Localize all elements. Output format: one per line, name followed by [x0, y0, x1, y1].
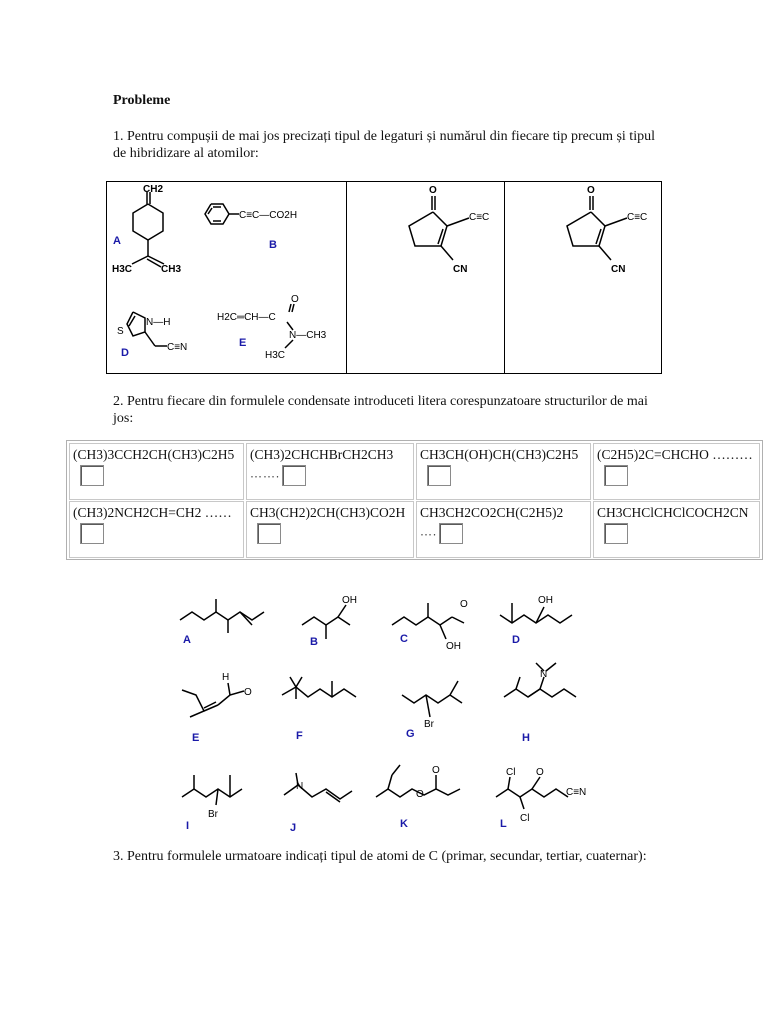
structure-g — [402, 681, 462, 740]
structure-d — [500, 595, 572, 646]
cn-label: CN — [611, 264, 626, 275]
formula-row — [69, 501, 760, 558]
question-1-text: 1. Pentru compușii de mai jos precizați tipul de legaturi și numărul din fiecare tip precum și tipul de hibridizare al atomilor: — [113, 129, 655, 161]
structure-e — [182, 672, 252, 744]
o-label: O — [416, 789, 424, 800]
formula-cell — [416, 443, 591, 500]
n-label: N — [296, 781, 304, 792]
formula-cell — [246, 443, 414, 500]
structure-i — [182, 775, 242, 832]
label-b: B — [269, 239, 277, 251]
label-e: E — [192, 732, 200, 744]
formula-cell — [246, 501, 414, 558]
formula-text: CH3CHClCHClCOCH2CN — [597, 505, 749, 520]
label-k: K — [400, 818, 408, 830]
answer-input[interactable] — [439, 523, 463, 544]
structure-cyclopentenone-2 — [505, 182, 661, 373]
a-ch2-label: CH2 — [143, 184, 164, 195]
label-g: G — [406, 728, 415, 740]
label-d: D — [121, 347, 129, 359]
answer-input[interactable] — [427, 465, 451, 486]
answer-input[interactable] — [257, 523, 281, 544]
o-label: O — [429, 185, 437, 196]
br-label: Br — [424, 719, 434, 730]
structure-a — [180, 599, 264, 646]
d-nh-label: N—H — [146, 317, 171, 328]
oh-label: OH — [446, 641, 461, 652]
formula-text: CH3CH(OH)CH(CH3)C2H5 — [420, 447, 579, 462]
cl-label: Cl — [520, 813, 530, 824]
a-ch3-label: CH3 — [161, 264, 182, 275]
formula-dots: …. — [420, 524, 437, 539]
d-cn-label: C≡N — [167, 342, 188, 353]
structure-f — [282, 677, 356, 742]
question-2-text: 2. Pentru fiecare din formulele condensate introduceti litera corespunzatoare structurilor de mai jos: — [113, 394, 648, 426]
o-label: O — [432, 765, 440, 776]
b-chain-label: C≡C—CO2H — [239, 210, 298, 221]
label-i: I — [186, 820, 190, 832]
o-label: O — [587, 185, 595, 196]
label-c: C — [400, 633, 408, 645]
skeletal-structures — [0, 585, 768, 845]
oh-label: OH — [538, 595, 553, 606]
structure-k — [376, 765, 460, 830]
triple-label: C≡C — [469, 212, 490, 223]
o-label: O — [460, 599, 468, 610]
cl-label: Cl — [506, 767, 516, 778]
cn-label: C≡N — [566, 787, 587, 798]
structures-box-q1 — [106, 181, 662, 374]
structure-j — [284, 773, 352, 834]
n-label: N — [540, 669, 548, 680]
d-s-label: S — [117, 326, 124, 337]
triple-label: C≡C — [627, 212, 648, 223]
heading-probleme: Probleme — [113, 93, 171, 108]
label-h: H — [522, 732, 530, 744]
structure-l — [496, 767, 586, 830]
answer-input[interactable] — [282, 465, 306, 486]
answer-input[interactable] — [80, 465, 104, 486]
e-o-label: O — [291, 294, 299, 305]
answer-input[interactable] — [604, 465, 628, 486]
formula-cell — [416, 501, 591, 558]
e-chain-label: H2C═CH—C — [217, 312, 276, 323]
structure-h — [504, 663, 576, 744]
label-f: F — [296, 730, 303, 742]
formula-text: (CH3)3CCH2CH(CH3)C2H5 — [73, 447, 235, 462]
formula-text: (C2H5)2C=CHCHO ……… — [597, 447, 753, 462]
formula-cell — [593, 443, 760, 500]
structure-b — [302, 595, 357, 648]
formula-dots: ……. — [250, 466, 280, 481]
label-d: D — [512, 634, 520, 646]
o-label: O — [536, 767, 544, 778]
o-label: O — [244, 687, 252, 698]
structure-cyclopentenone-1 — [347, 182, 503, 373]
label-j: J — [290, 822, 297, 834]
formula-text: (CH3)2CHCHBrCH2CH3 — [250, 447, 394, 462]
formula-cell — [69, 443, 244, 500]
formula-text: CH3(CH2)2CH(CH3)CO2H — [250, 505, 406, 520]
br-label: Br — [208, 809, 218, 820]
label-b: B — [310, 636, 318, 648]
question-3-text: 3. Pentru formulele urmatoare indicați tipul de atomi de C (primar, secundar, tertiar, cuaternar): — [113, 849, 647, 864]
formula-text: CH3CH2CO2CH(C2H5)2 — [420, 505, 564, 520]
structures-panel-abde — [107, 182, 345, 373]
h-label: H — [222, 672, 230, 683]
label-a: A — [183, 634, 191, 646]
oh-label: OH — [342, 595, 357, 606]
structure-c — [392, 599, 468, 652]
formula-text: (CH3)2NCH2CH=CH2 …… — [73, 505, 232, 520]
label-l: L — [500, 818, 507, 830]
formula-cell — [593, 501, 760, 558]
answer-input[interactable] — [80, 523, 104, 544]
cn-label: CN — [453, 264, 468, 275]
label-e: E — [239, 337, 247, 349]
a-h3c-label: H3C — [112, 264, 133, 275]
answer-input[interactable] — [604, 523, 628, 544]
formula-table — [66, 440, 763, 560]
e-me-label: H3C — [265, 350, 286, 361]
label-a: A — [113, 235, 121, 247]
e-n-label: N—CH3 — [289, 330, 327, 341]
formula-cell — [69, 501, 244, 558]
formula-row — [69, 443, 760, 500]
